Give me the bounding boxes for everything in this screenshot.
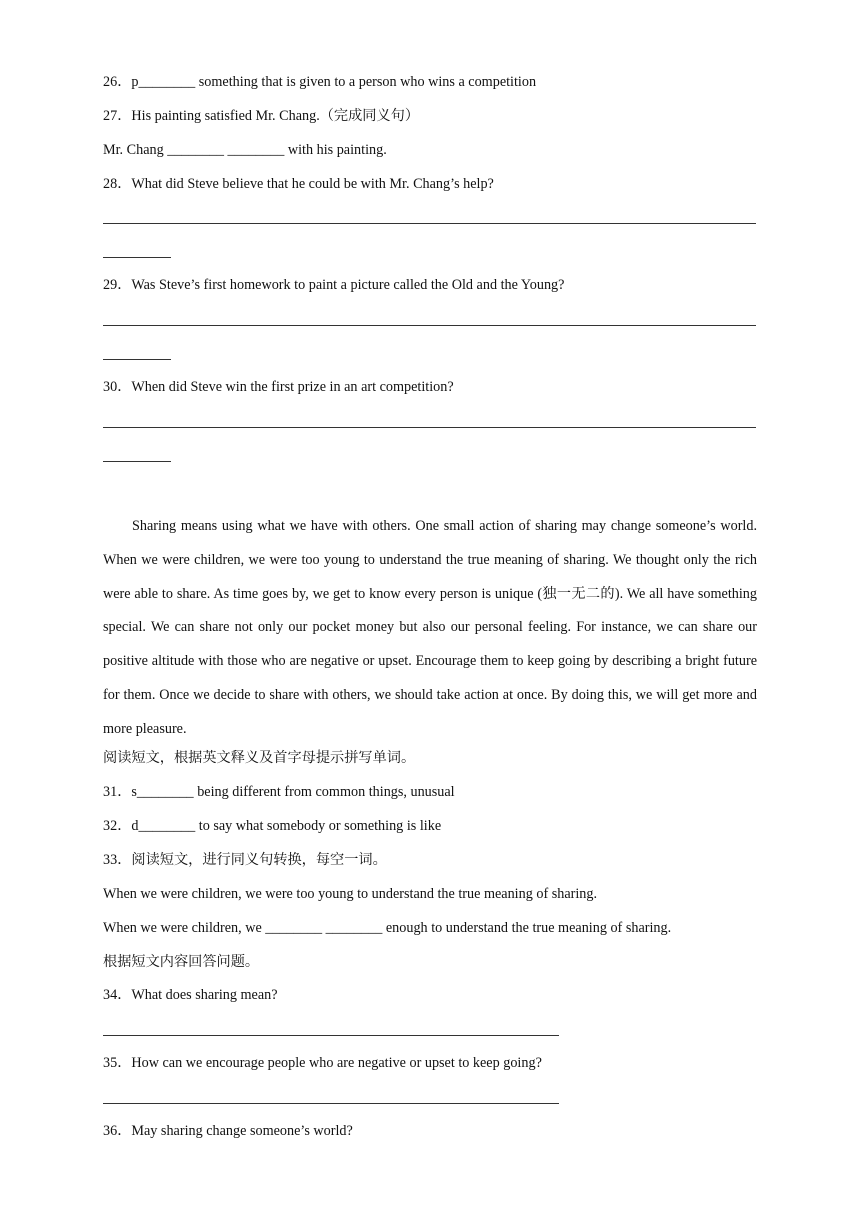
question-29: 29．Was Steve’s first homework to paint a picture called the Old and the Young?	[103, 277, 565, 293]
question-26: 26．p________ something that is given to a person who wins a competition	[103, 74, 537, 90]
question-27-sentence: Mr. Chang ________ ________ with his painting.	[103, 142, 387, 158]
answer-line-29[interactable]	[103, 325, 756, 326]
question-31: 31．s________ being different from common things, unusual	[103, 784, 455, 800]
answer-line-30-tail[interactable]	[103, 461, 171, 462]
instruction-answer: 根据短文内容回答问题。	[103, 954, 260, 970]
question-33-original: When we were children, we were too young to understand the true meaning of sharing.	[103, 886, 598, 902]
question-30: 30．When did Steve win the first prize in an art competition?	[103, 379, 454, 395]
question-36: 36．May sharing change someone’s world?	[103, 1123, 353, 1139]
answer-line-28-tail[interactable]	[103, 257, 171, 258]
question-27: 27．His painting satisfied Mr. Chang.（完成同义句）	[103, 108, 420, 124]
question-33-rewrite: When we were children, we ________ ________ enough to understand the true meaning of sharing.	[103, 920, 672, 936]
question-35: 35．How can we encourage people who are negative or upset to keep going?	[103, 1055, 542, 1071]
passage-text: Sharing means using what we have with others. One small action of sharing may change someone’s world. When we were children, we were too young to understand the true meaning of sharing. We thought only the rich were able to share. As time goes by, we get to know every person is unique (独一无二的). We all have something special. We can share not only our pocket money but also our personal feeling. For instance, we can share our positive altitude with those who are negative or upset. Encourage them to keep going by describing a bright future for them. Once we decide to share with others, we should take action at once. By doing this, we will get more and more pleasure.	[103, 518, 757, 737]
question-33: 33．阅读短文，进行同义句转换，每空一词。	[103, 852, 387, 868]
answer-line-29-tail[interactable]	[103, 359, 171, 360]
instruction-spelling: 阅读短文，根据英文释义及首字母提示拼写单词。	[103, 750, 416, 766]
question-32: 32．d________ to say what somebody or something is like	[103, 818, 442, 834]
answer-line-34[interactable]	[103, 1035, 559, 1036]
question-34: 34．What does sharing mean?	[103, 987, 278, 1003]
answer-line-35[interactable]	[103, 1103, 559, 1104]
reading-passage	[103, 510, 757, 747]
answer-line-28[interactable]	[103, 223, 756, 224]
question-28: 28．What did Steve believe that he could be with Mr. Chang’s help?	[103, 176, 494, 192]
answer-line-30[interactable]	[103, 427, 756, 428]
